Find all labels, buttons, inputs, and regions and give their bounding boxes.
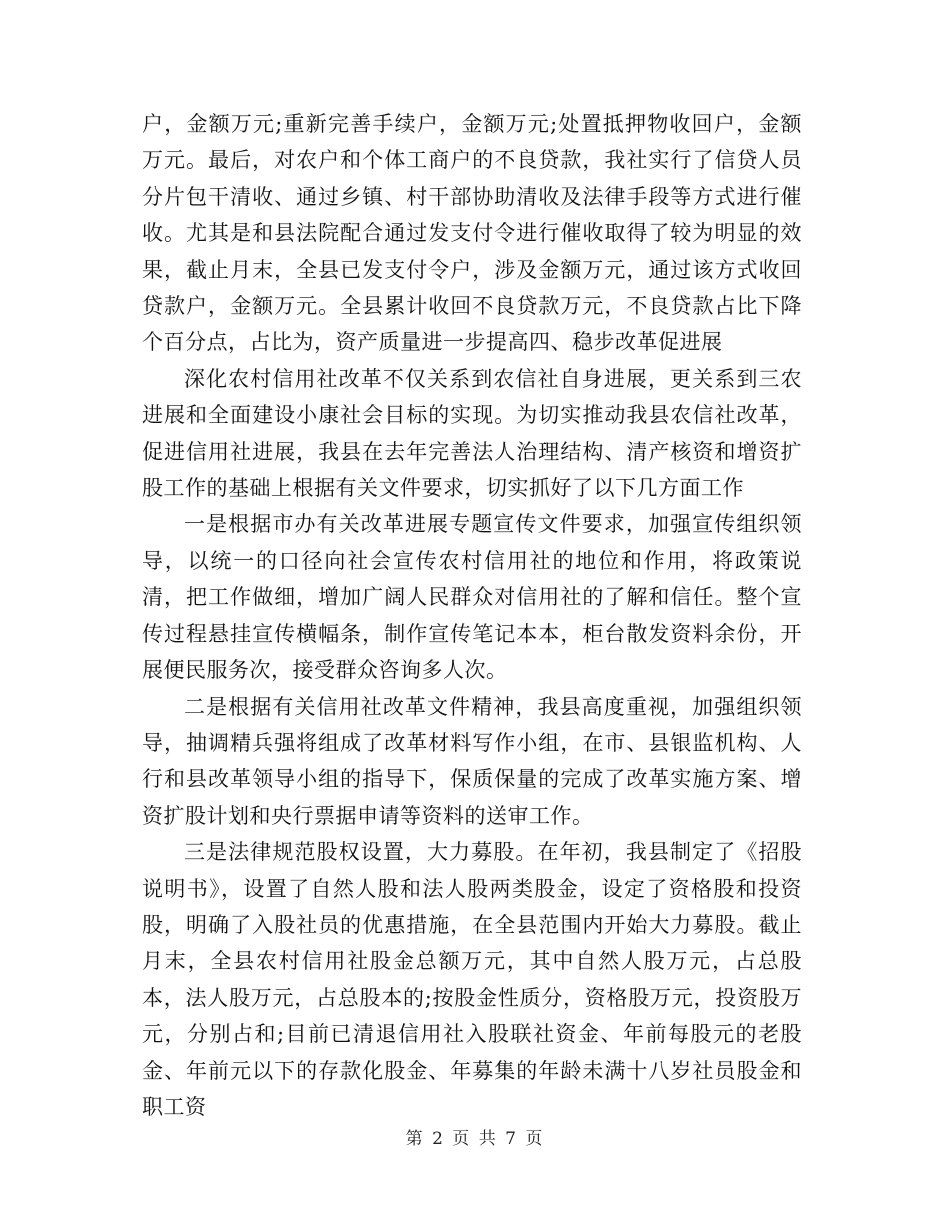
page-number-footer: 第 2 页 共 7 页 xyxy=(405,1129,545,1149)
paragraph-1: 户，金额万元;重新完善手续户，金额万元;处置抵押物收回户，金额万元。最后，对农户和个体工商户的不良贷款，我社实行了信贷人员分片包干清收、通过乡镇、村干部协助清收及法律手段等方式进行催收。尤其是和县法院配合通过发支付令进行催收取得了较为明显的效果，截止月末，全县已发支付令户，涉及金额万元，通过该方式收回贷款户，金额万元。全县累计收回不良贷款万元，不良贷款占比下降个百分点，占比为，资产质量进一步提高四、稳步改革促进展 xyxy=(142,112,802,355)
paragraph-4: 二是根据有关信用社改革文件精神，我县高度重视，加强组织领导，抽调精兵强将组成了改革材料写作小组，在市、县银监机构、人行和县改革领导小组的指导下，保质保量的完成了改革实施方案、增资扩股计划和央行票据申请等资料的送审工作。 xyxy=(142,694,802,828)
paragraph-5: 三是法律规范股权设置，大力募股。在年初，我县制定了《招股说明书》，设置了自然人股和法人股两类股金，设定了资格股和投资股，明确了入股社员的优惠措施，在全县范围内开始大力募股。截止月末，全县农村信用社股金总额万元，其中自然人股万元，占总股本，法人股万元，占总股本的;按股金性质分，资格股万元，投资股万元，分别占和;目前已清退信用社入股联社资金、年前每股元的老股金、年前元以下的存款化股金、年募集的年龄未满十八岁社员股金和职工资 xyxy=(142,840,802,1119)
paragraph-3: 一是根据市办有关改革进展专题宣传文件要求，加强宣传组织领导，以统一的口径向社会宣传农村信用社的地位和作用，将政策说清，把工作做细，增加广阔人民群众对信用社的了解和信任。整个宣传过程悬挂宣传横幅条，制作宣传笔记本本，柜台散发资料余份，开展便民服务次，接受群众咨询多人次。 xyxy=(142,512,802,683)
paragraph-2: 深化农村信用社改革不仅关系到农信社自身进展，更关系到三农进展和全面建设小康社会目标的实现。为切实推动我县农信社改革，促进信用社进展，我县在去年完善法人治理结构、清产核资和增资扩股工作的基础上根据有关文件要求，切实抓好了以下几方面工作 xyxy=(142,366,802,501)
document-body xyxy=(142,106,802,1125)
